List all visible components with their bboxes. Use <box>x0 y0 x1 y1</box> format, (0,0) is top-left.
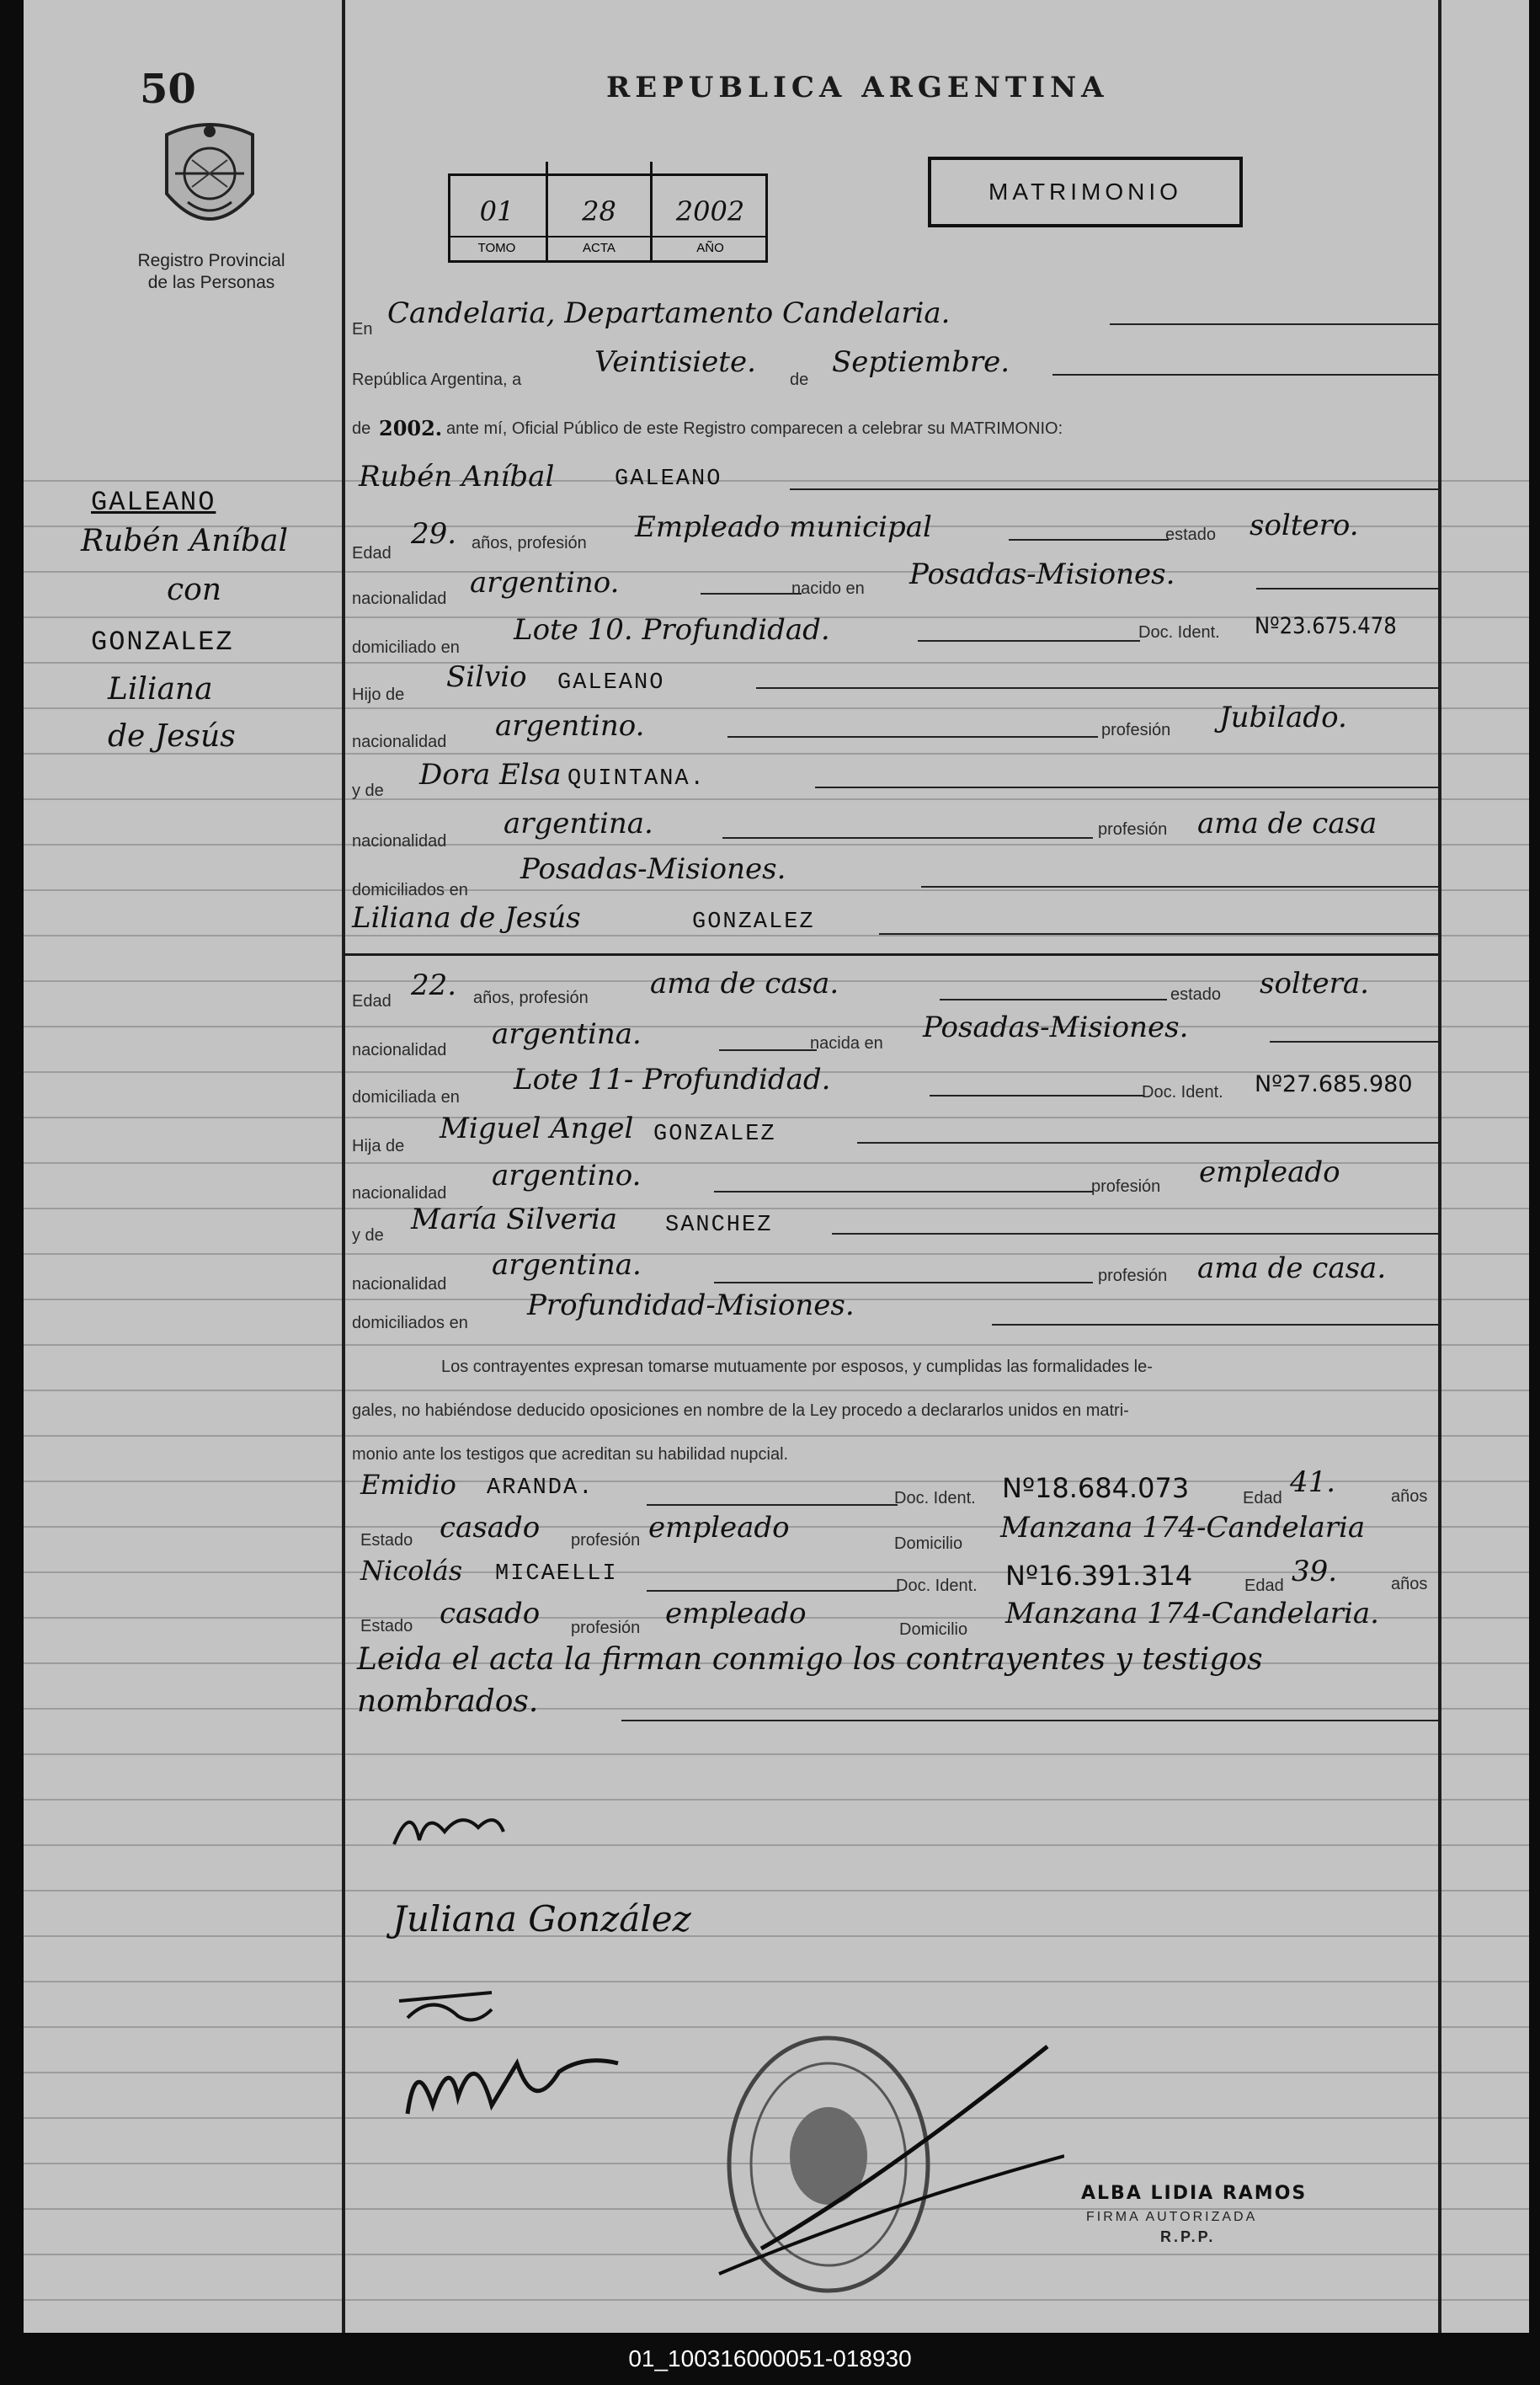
witness2-status: casado <box>440 1597 541 1630</box>
witness1-edad-label: Edad <box>1243 1489 1282 1507</box>
ruled-line <box>24 1844 1529 1846</box>
ano-label: AÑO <box>696 241 724 255</box>
witness2-estado-label: Estado <box>360 1617 413 1635</box>
groom-yde-label: y de <box>352 782 384 800</box>
acta-label: ACTA <box>583 241 615 255</box>
registry-name-line2: de las Personas <box>147 273 275 292</box>
bride-mother-surname: SANCHEZ <box>665 1213 773 1238</box>
intro-sentence: ante mí, Oficial Público de este Registro comparecen a celebrar su MATRIMONIO: <box>446 419 1063 438</box>
bride-father-surname: GONZALEZ <box>653 1122 776 1147</box>
bride-mother-name: María Silveria <box>411 1203 618 1236</box>
groom-hijo-label: Hijo de <box>352 686 405 704</box>
groom-father-nationality: argentino. <box>495 709 645 743</box>
groom-mother-profession: ama de casa <box>1197 807 1377 840</box>
official-office: R.P.P. <box>1160 2228 1216 2245</box>
groom-nationality: argentino. <box>470 566 620 600</box>
groom-profession: Empleado municipal <box>635 510 932 544</box>
witness1-status: casado <box>440 1511 541 1545</box>
bride-address: Lote 11- Profundidad. <box>514 1063 831 1096</box>
ruled-line <box>24 1890 1529 1891</box>
bride-father-prof-label: profesión <box>1091 1177 1161 1196</box>
bride-edad-label: Edad <box>352 992 392 1011</box>
ruled-line <box>24 1799 1529 1801</box>
ruled-line <box>24 1935 1529 1937</box>
margin-groom-surname: GALEANO <box>91 487 216 518</box>
tomo-label: TOMO <box>477 241 516 255</box>
de-prefix-label: de <box>352 419 371 438</box>
bride-parents-address: Profundidad-Misiones. <box>527 1289 855 1322</box>
bride-estado-label: estado <box>1170 985 1222 1004</box>
groom-birthplace: Posadas-Misiones. <box>909 558 1175 591</box>
register-page <box>24 0 1529 2333</box>
witness1-dom-label: Domicilio <box>894 1534 963 1553</box>
section-separator <box>344 953 1438 956</box>
bride-father-profession: empleado <box>1199 1155 1340 1189</box>
ano-value: 2002 <box>675 195 745 227</box>
ruled-line <box>24 1344 1529 1346</box>
ruled-line <box>24 1708 1529 1710</box>
de-label: de <box>790 371 809 389</box>
groom-status: soltero. <box>1250 509 1359 542</box>
ruled-line <box>24 1390 1529 1391</box>
republica-label: República Argentina, a <box>352 371 522 389</box>
ruled-line <box>24 889 1529 891</box>
groom-parents-dom-label: domiciliados en <box>352 881 468 899</box>
bride-father-nat-label: nacionalidad <box>352 1184 447 1203</box>
bride-age: 22. <box>411 968 457 1002</box>
en-label: En <box>352 320 373 339</box>
witness2-age: 39. <box>1292 1555 1338 1588</box>
declaration-line2: gales, no habiéndose deducido oposiciones en nombre de la Ley procedo a declararlos unidos en matri- <box>352 1401 1129 1420</box>
bride-mother-nationality: argentina. <box>492 1248 642 1282</box>
margin-bride-surname: GONZALEZ <box>91 627 234 658</box>
margin-bride-name: Liliana <box>108 672 213 707</box>
closing-line1: Leida el acta la firman conmigo los contrayentes y testigos <box>357 1642 1263 1677</box>
groom-father-prof-label: profesión <box>1101 721 1171 739</box>
groom-doc-number: Nº23.675.478 <box>1255 613 1397 639</box>
groom-mother-prof-label: profesión <box>1098 820 1168 839</box>
registry-name-line1: Registro Provincial <box>137 251 285 270</box>
witness1-age: 41. <box>1290 1465 1336 1499</box>
tomo-value: 01 <box>479 195 514 227</box>
witness2-dom-label: Domicilio <box>899 1620 968 1639</box>
witness1-doc-label: Doc. Ident. <box>894 1489 976 1507</box>
groom-nac-label: nacionalidad <box>352 590 447 608</box>
margin-groom-name: Rubén Aníbal <box>81 524 288 558</box>
bride-nac-label: nacionalidad <box>352 1041 447 1059</box>
bride-profession: ama de casa. <box>650 967 839 1000</box>
groom-mother-nationality: argentina. <box>504 807 653 840</box>
groom-father-name: Silvio <box>446 660 527 694</box>
groom-father-surname: GALEANO <box>557 670 665 696</box>
official-title: FIRMA AUTORIZADA <box>1086 2210 1258 2224</box>
groom-mother-nat-label: nacionalidad <box>352 832 447 851</box>
official-name: ALBA LIDIA RAMOS <box>1081 2183 1308 2204</box>
bride-doc-label: Doc. Ident. <box>1142 1083 1223 1102</box>
witness2-prof-label: profesión <box>571 1619 641 1637</box>
official-stamp <box>711 2013 1064 2303</box>
acta-value: 28 <box>582 195 616 227</box>
groom-prof-label: años, profesión <box>472 534 587 552</box>
declaration-line1: Los contrayentes expresan tomarse mutuamente por esposos, y cumplidas las formalidades le- <box>441 1358 1153 1376</box>
signature-2: Juliana González <box>392 1898 691 1939</box>
ruled-line <box>24 1753 1529 1755</box>
ruled-line <box>24 662 1529 664</box>
witness2-doc-number: Nº16.391.314 <box>1005 1560 1193 1592</box>
ruled-line <box>24 1208 1529 1209</box>
witness1-anos-label: años <box>1391 1487 1428 1506</box>
bride-birthplace: Posadas-Misiones. <box>923 1011 1189 1044</box>
declaration-line3: monio ante los testigos que acreditan su habilidad nupcial. <box>352 1445 789 1464</box>
witness1-surname: ARANDA. <box>487 1475 594 1501</box>
bride-mother-profession: ama de casa. <box>1197 1251 1387 1285</box>
signature-1 <box>386 1794 529 1865</box>
signature-3 <box>391 1984 509 2039</box>
witness1-name: Emidio <box>360 1469 456 1501</box>
right-border <box>1438 0 1441 2333</box>
provincial-seal-emblem <box>158 118 261 240</box>
witness1-prof-label: profesión <box>571 1531 641 1550</box>
ceremony-place: Candelaria, Departamento Candelaria. <box>387 296 951 330</box>
bride-yde-label: y de <box>352 1226 384 1245</box>
groom-nacido-label: nacido en <box>791 579 865 598</box>
witness2-profession: empleado <box>665 1597 807 1630</box>
ruled-line <box>24 844 1529 846</box>
book-reference-box <box>448 162 768 271</box>
ruled-line <box>24 935 1529 936</box>
bride-hija-label: Hija de <box>352 1137 405 1155</box>
bride-father-nationality: argentino. <box>492 1159 642 1192</box>
witness1-address: Manzana 174-Candelaria <box>1000 1511 1366 1545</box>
ruled-line <box>24 798 1529 800</box>
witness1-estado-label: Estado <box>360 1531 413 1550</box>
ceremony-year: 2002. <box>379 416 443 440</box>
groom-edad-label: Edad <box>352 544 392 563</box>
bride-mother-nat-label: nacionalidad <box>352 1275 447 1294</box>
ceremony-day: Veintisiete. <box>594 345 756 379</box>
witness2-edad-label: Edad <box>1244 1577 1284 1595</box>
groom-father-profession: Jubilado. <box>1219 701 1347 734</box>
ruled-line <box>24 1435 1529 1437</box>
ruled-line <box>24 480 1529 482</box>
margin-divider <box>342 0 345 2333</box>
witness1-profession: empleado <box>648 1511 790 1545</box>
groom-doc-label: Doc. Ident. <box>1138 623 1220 642</box>
witness2-doc-label: Doc. Ident. <box>896 1577 978 1595</box>
witness1-doc-number: Nº18.684.073 <box>1002 1472 1190 1504</box>
groom-dom-label: domiciliado en <box>352 638 460 657</box>
signature-4 <box>391 2038 635 2135</box>
bride-status: soltera. <box>1260 967 1369 1000</box>
groom-father-nat-label: nacionalidad <box>352 733 447 751</box>
margin-bride-name2: de Jesús <box>108 719 236 754</box>
bride-name: Liliana de Jesús <box>352 901 581 935</box>
witness2-anos-label: años <box>1391 1575 1428 1593</box>
country-title: REPUBLICA ARGENTINA <box>606 71 1109 104</box>
witness2-surname: MICAELLI <box>495 1561 618 1587</box>
image-id-caption: 01_100316000051-018930 <box>0 2333 1540 2385</box>
ruled-line <box>24 753 1529 755</box>
margin-con: con <box>167 573 222 607</box>
ruled-line <box>24 1117 1529 1118</box>
bride-mother-prof-label: profesión <box>1098 1267 1168 1285</box>
ruled-line <box>24 1026 1529 1027</box>
page-number: 50 <box>140 66 196 113</box>
ruled-line <box>24 571 1529 573</box>
bride-nacida-label: nacida en <box>810 1034 883 1053</box>
bride-father-name: Miguel Angel <box>440 1112 634 1145</box>
bride-parents-dom-label: domiciliados en <box>352 1314 468 1332</box>
groom-mother-name: Dora Elsa <box>419 758 562 792</box>
groom-name: Rubén Aníbal <box>359 460 555 494</box>
record-type-box: MATRIMONIO <box>928 157 1243 227</box>
groom-surname: GALEANO <box>615 467 722 492</box>
closing-line2: nombrados. <box>357 1684 539 1719</box>
groom-estado-label: estado <box>1165 526 1217 544</box>
groom-address: Lote 10. Profundidad. <box>514 613 830 647</box>
ruled-line <box>24 1981 1529 1982</box>
groom-mother-surname: QUINTANA. <box>568 766 706 792</box>
ceremony-month: Septiembre. <box>832 345 1010 379</box>
bride-doc-number: Nº27.685.980 <box>1255 1071 1413 1097</box>
witness2-address: Manzana 174-Candelaria. <box>1005 1597 1379 1630</box>
groom-age: 29. <box>411 517 457 551</box>
bride-nationality: argentina. <box>492 1017 642 1051</box>
groom-parents-address: Posadas-Misiones. <box>520 852 786 886</box>
bride-prof-label: años, profesión <box>473 989 589 1007</box>
witness2-name: Nicolás <box>360 1555 463 1587</box>
bride-surname: GONZALEZ <box>692 910 815 935</box>
bride-dom-label: domiciliada en <box>352 1088 460 1107</box>
